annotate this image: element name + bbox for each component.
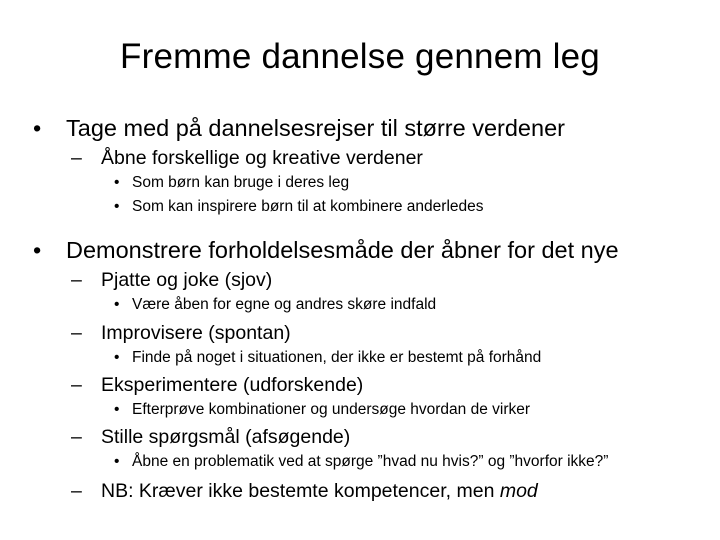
sub-bullet-text bbox=[101, 479, 538, 503]
bullet-marker: • bbox=[114, 174, 120, 191]
bullet-marker: • bbox=[114, 453, 120, 470]
dash-marker: – bbox=[71, 374, 82, 396]
sub-sub-bullet-text: Som børn kan bruge i deres leg bbox=[132, 174, 350, 191]
sub-sub-bullet-text: Finde på noget i situationen, der ikke er bestemt på forhånd bbox=[132, 349, 542, 366]
sub-bullet-text: Improvisere (spontan) bbox=[101, 322, 291, 344]
emphasis-word: mod bbox=[499, 480, 538, 502]
dash-marker: – bbox=[71, 269, 82, 291]
sub-sub-bullet-text: Være åben for egne og andres skøre indfald bbox=[132, 296, 437, 313]
bullet-marker: • bbox=[114, 349, 120, 366]
bullet-text: Tage med på dannelsesrejser til større verdener bbox=[66, 115, 565, 141]
dash-marker: – bbox=[71, 480, 82, 502]
dash-marker: – bbox=[71, 426, 82, 448]
sub-sub-bullet-text: Åbne en problematik ved at spørge ”hvad nu hvis?” og ”hvorfor ikke?” bbox=[132, 453, 609, 470]
bullet-marker: • bbox=[33, 115, 42, 141]
dash-marker: – bbox=[71, 147, 82, 169]
note-text: NB: Kræver ikke bestemte kompetencer, men bbox=[101, 480, 500, 502]
slide-title: Fremme dannelse gennem leg bbox=[120, 37, 600, 76]
sub-bullet-text: Åbne forskellige og kreative verdener bbox=[101, 147, 423, 169]
sub-bullet-text: Stille spørgsmål (afsøgende) bbox=[101, 426, 351, 448]
bullet-marker: • bbox=[33, 237, 42, 263]
bullet-marker: • bbox=[114, 198, 120, 215]
dash-marker: – bbox=[71, 322, 82, 344]
bullet-text: Demonstrere forholdelsesmåde der åbner for det nye bbox=[66, 237, 619, 263]
sub-sub-bullet-text: Som kan inspirere børn til at kombinere anderledes bbox=[132, 198, 484, 215]
sub-bullet-text: Eksperimentere (udforskende) bbox=[101, 374, 364, 396]
bullet-marker: • bbox=[114, 401, 120, 418]
bullet-marker: • bbox=[114, 296, 120, 313]
sub-sub-bullet-text: Efterprøve kombinationer og undersøge hvordan de virker bbox=[132, 401, 531, 418]
sub-bullet-text: Pjatte og joke (sjov) bbox=[101, 269, 273, 291]
